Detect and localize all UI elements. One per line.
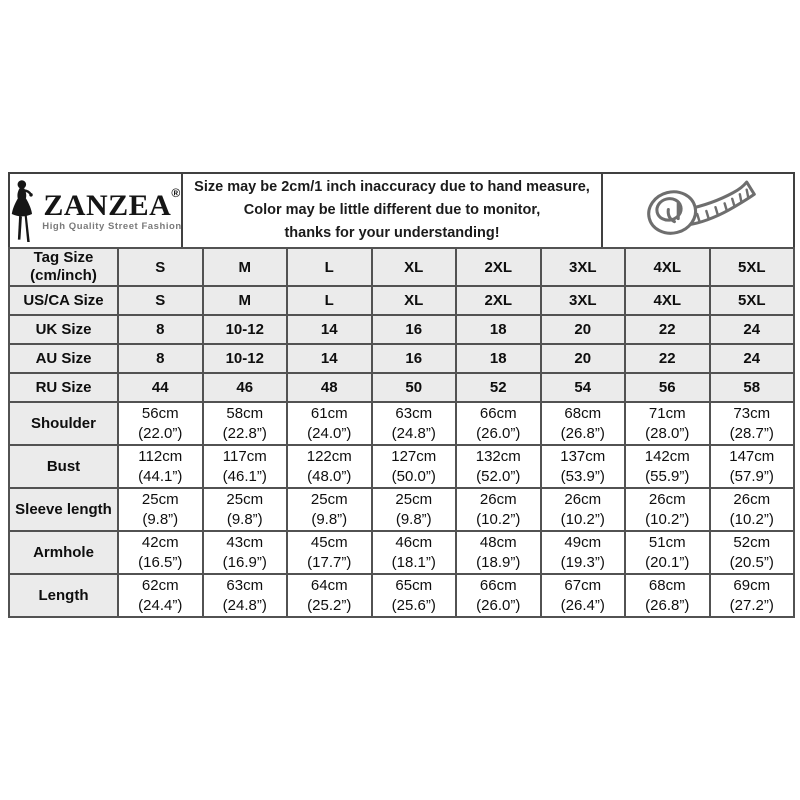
disclaimer-line-1: Size may be 2cm/1 inch inaccuracy due to hand measure,	[194, 179, 590, 195]
measure-cell: 26cm (10.2”)	[541, 488, 626, 531]
table-row	[9, 344, 794, 373]
measure-cell: 69cm (27.2”)	[710, 574, 795, 617]
tape-measure-icon	[619, 176, 777, 246]
measure-cell: 25cm (9.8”)	[287, 488, 372, 531]
measure-cell: 58cm (22.8”)	[203, 402, 288, 445]
measure-cell: 51cm (20.1”)	[625, 531, 710, 574]
size-cell: 56	[625, 373, 710, 402]
brand-logo	[10, 174, 183, 247]
measure-cell: 42cm (16.5”)	[118, 531, 203, 574]
measure-cell: 112cm (44.1”)	[118, 445, 203, 488]
measure-cell: 117cm (46.1”)	[203, 445, 288, 488]
size-cell: 54	[541, 373, 626, 402]
size-cell: 52	[456, 373, 541, 402]
size-cell: 4XL	[625, 286, 710, 315]
size-cell: 3XL	[541, 248, 626, 286]
size-table-body	[9, 248, 794, 617]
disclaimer-line-2: Color may be little different due to monitor,	[243, 202, 541, 218]
row-label: Bust	[9, 445, 118, 488]
measure-cell: 26cm (10.2”)	[625, 488, 710, 531]
measure-cell: 137cm (53.9”)	[541, 445, 626, 488]
measure-cell: 68cm (26.8”)	[541, 402, 626, 445]
size-chart-panel	[8, 172, 795, 618]
size-cell: 10-12	[203, 315, 288, 344]
measure-cell: 132cm (52.0”)	[456, 445, 541, 488]
measure-cell: 122cm (48.0”)	[287, 445, 372, 488]
measure-cell: 71cm (28.0”)	[625, 402, 710, 445]
measure-cell: 127cm (50.0”)	[372, 445, 457, 488]
brand-name: ZANZEA®	[43, 186, 181, 223]
measure-cell: 68cm (26.8”)	[625, 574, 710, 617]
size-cell: 14	[287, 344, 372, 373]
row-label: Sleeve length	[9, 488, 118, 531]
size-cell: XL	[372, 248, 457, 286]
size-cell: 22	[625, 344, 710, 373]
size-cell: M	[203, 248, 288, 286]
table-row	[9, 402, 794, 445]
size-cell: S	[118, 286, 203, 315]
size-cell: XL	[372, 286, 457, 315]
size-cell: 14	[287, 315, 372, 344]
brand-logo-text	[42, 186, 182, 233]
measure-cell: 142cm (55.9”)	[625, 445, 710, 488]
measure-cell: 66cm (26.0”)	[456, 574, 541, 617]
measure-cell: 25cm (9.8”)	[203, 488, 288, 531]
table-row	[9, 531, 794, 574]
size-cell: 16	[372, 344, 457, 373]
measure-cell: 61cm (24.0”)	[287, 402, 372, 445]
size-cell: M	[203, 286, 288, 315]
size-cell: 10-12	[203, 344, 288, 373]
size-cell: S	[118, 248, 203, 286]
size-cell: 8	[118, 315, 203, 344]
size-cell: 22	[625, 315, 710, 344]
row-label: Shoulder	[9, 402, 118, 445]
measure-cell: 65cm (25.6”)	[372, 574, 457, 617]
size-cell: L	[287, 248, 372, 286]
disclaimer-text	[183, 174, 603, 247]
size-cell: 18	[456, 315, 541, 344]
size-cell: 46	[203, 373, 288, 402]
measure-cell: 48cm (18.9”)	[456, 531, 541, 574]
size-cell: 44	[118, 373, 203, 402]
measure-cell: 64cm (25.2”)	[287, 574, 372, 617]
measure-cell: 26cm (10.2”)	[710, 488, 795, 531]
row-label: Tag Size (cm/inch)	[9, 248, 118, 286]
table-row	[9, 373, 794, 402]
registered-mark: ®	[171, 186, 181, 201]
measure-cell: 43cm (16.9”)	[203, 531, 288, 574]
row-label: Armhole	[9, 531, 118, 574]
measure-cell: 56cm (22.0”)	[118, 402, 203, 445]
table-row	[9, 574, 794, 617]
table-row	[9, 488, 794, 531]
size-cell: 48	[287, 373, 372, 402]
measure-cell: 73cm (28.7”)	[710, 402, 795, 445]
measure-cell: 67cm (26.4”)	[541, 574, 626, 617]
size-cell: 2XL	[456, 248, 541, 286]
size-cell: 16	[372, 315, 457, 344]
size-cell: 2XL	[456, 286, 541, 315]
size-cell: 24	[710, 315, 795, 344]
size-cell: 20	[541, 344, 626, 373]
table-row	[9, 445, 794, 488]
size-cell: 24	[710, 344, 795, 373]
size-cell: 8	[118, 344, 203, 373]
size-table	[8, 247, 795, 618]
measure-cell: 52cm (20.5”)	[710, 531, 795, 574]
measure-cell: 66cm (26.0”)	[456, 402, 541, 445]
size-cell: 3XL	[541, 286, 626, 315]
banner	[8, 172, 795, 247]
measure-cell: 63cm (24.8”)	[372, 402, 457, 445]
table-row	[9, 286, 794, 315]
size-cell: 50	[372, 373, 457, 402]
tape-measure-cell	[603, 174, 793, 247]
row-label: UK Size	[9, 315, 118, 344]
row-label: US/CA Size	[9, 286, 118, 315]
fashion-figure-icon	[9, 178, 41, 246]
size-cell: 20	[541, 315, 626, 344]
size-cell: 5XL	[710, 286, 795, 315]
table-row	[9, 248, 794, 286]
brand-tagline: High Quality Street Fashion	[42, 221, 182, 233]
measure-cell: 25cm (9.8”)	[118, 488, 203, 531]
row-label: AU Size	[9, 344, 118, 373]
measure-cell: 45cm (17.7”)	[287, 531, 372, 574]
row-label: Length	[9, 574, 118, 617]
measure-cell: 147cm (57.9”)	[710, 445, 795, 488]
size-cell: 18	[456, 344, 541, 373]
size-cell: 4XL	[625, 248, 710, 286]
disclaimer-line-3: thanks for your understanding!	[284, 225, 500, 241]
table-row	[9, 315, 794, 344]
measure-cell: 25cm (9.8”)	[372, 488, 457, 531]
size-cell: L	[287, 286, 372, 315]
measure-cell: 26cm (10.2”)	[456, 488, 541, 531]
measure-cell: 62cm (24.4”)	[118, 574, 203, 617]
measure-cell: 49cm (19.3”)	[541, 531, 626, 574]
measure-cell: 46cm (18.1”)	[372, 531, 457, 574]
measure-cell: 63cm (24.8”)	[203, 574, 288, 617]
size-cell: 58	[710, 373, 795, 402]
size-cell: 5XL	[710, 248, 795, 286]
row-label: RU Size	[9, 373, 118, 402]
